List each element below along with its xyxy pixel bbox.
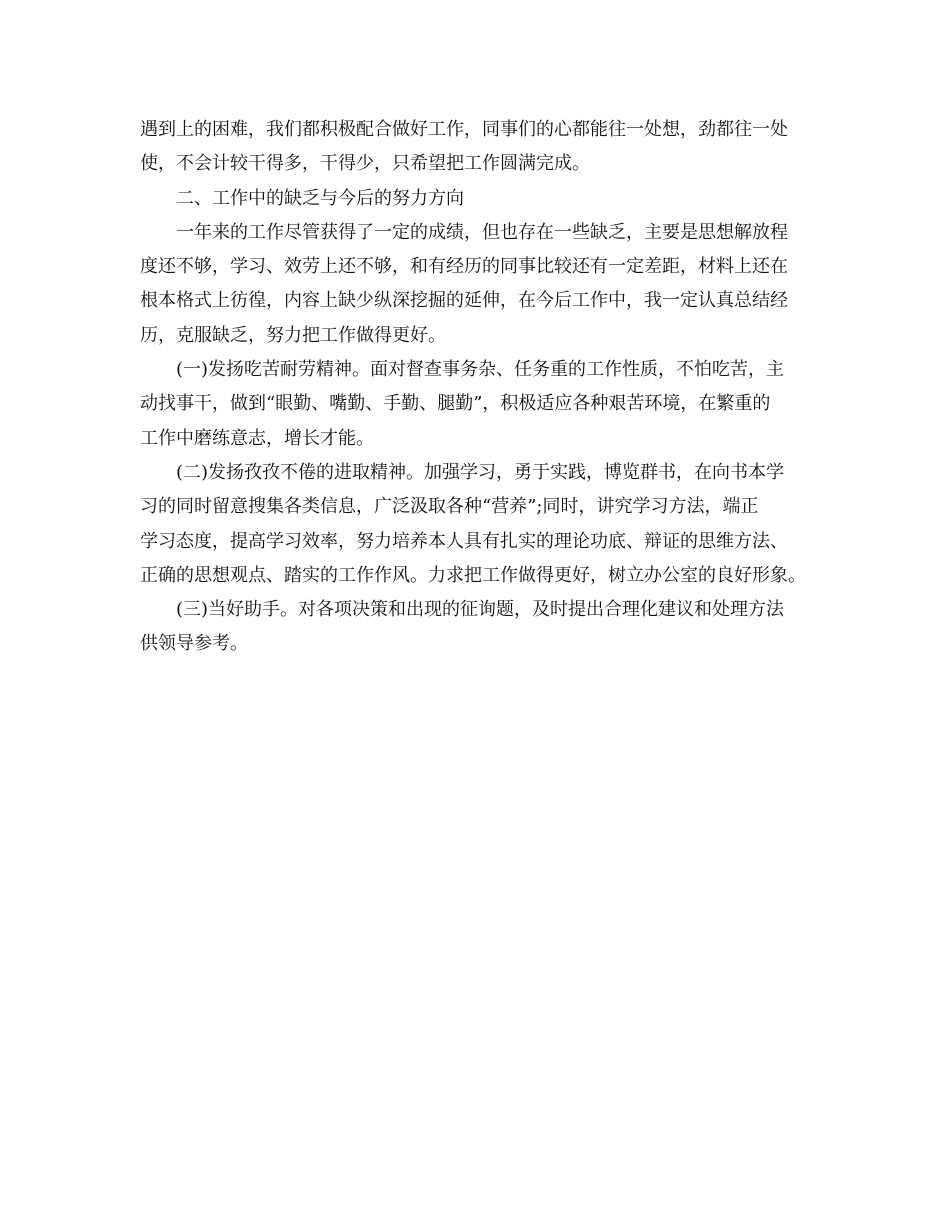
text-line: 动找事干，做到“眼勤、嘴勤、手勤、腿勤”，积极适应各种艰苦环境，在繁重的 bbox=[140, 393, 771, 415]
text-line: 正确的思想观点、踏实的工作作风。力求把工作做得更好，树立办公室的良好形象。 bbox=[140, 564, 806, 586]
document-body bbox=[140, 113, 830, 662]
text-line: 习的同时留意搜集各类信息，广泛汲取各种“营养”;同时，讲究学习方法，端正 bbox=[140, 496, 759, 518]
text-line: (三)当好助手。对各项决策和出现的征询题，及时提出合理化建议和处理方法 bbox=[176, 599, 785, 621]
text-line: 一年来的工作尽管获得了一定的成绩，但也存在一些缺乏，主要是思想解放程 bbox=[176, 221, 788, 243]
text-line: 历，克服缺乏，努力把工作做得更好。 bbox=[140, 324, 446, 346]
text-line: 度还不够，学习、效劳上还不够，和有经历的同事比较还有一定差距，材料上还在 bbox=[140, 256, 788, 278]
text-line: 学习态度，提高学习效率，努力培养本人具有扎实的理论功底、辩证的思维方法、 bbox=[140, 530, 788, 552]
text-line: 工作中磨练意志，增长才能。 bbox=[140, 427, 374, 449]
section-heading: 二、工作中的缺乏与今后的努力方向 bbox=[176, 187, 464, 209]
text-line: (二)发扬孜孜不倦的进取精神。加强学习，勇于实践，博览群书，在向书本学 bbox=[176, 461, 785, 483]
text-line: 供领导参考。 bbox=[140, 633, 248, 655]
text-line: 使，不会计较干得多，干得少，只希望把工作圆满完成。 bbox=[140, 153, 590, 175]
text-line: (一)发扬吃苦耐劳精神。面对督查事务杂、任务重的工作性质，不怕吃苦，主 bbox=[176, 359, 785, 381]
text-line: 遇到上的困难，我们都积极配合做好工作，同事们的心都能往一处想，劲都往一处 bbox=[140, 119, 788, 140]
text-line: 根本格式上彷徨，内容上缺少纵深挖掘的延伸，在今后工作中，我一定认真总结经 bbox=[140, 290, 788, 312]
